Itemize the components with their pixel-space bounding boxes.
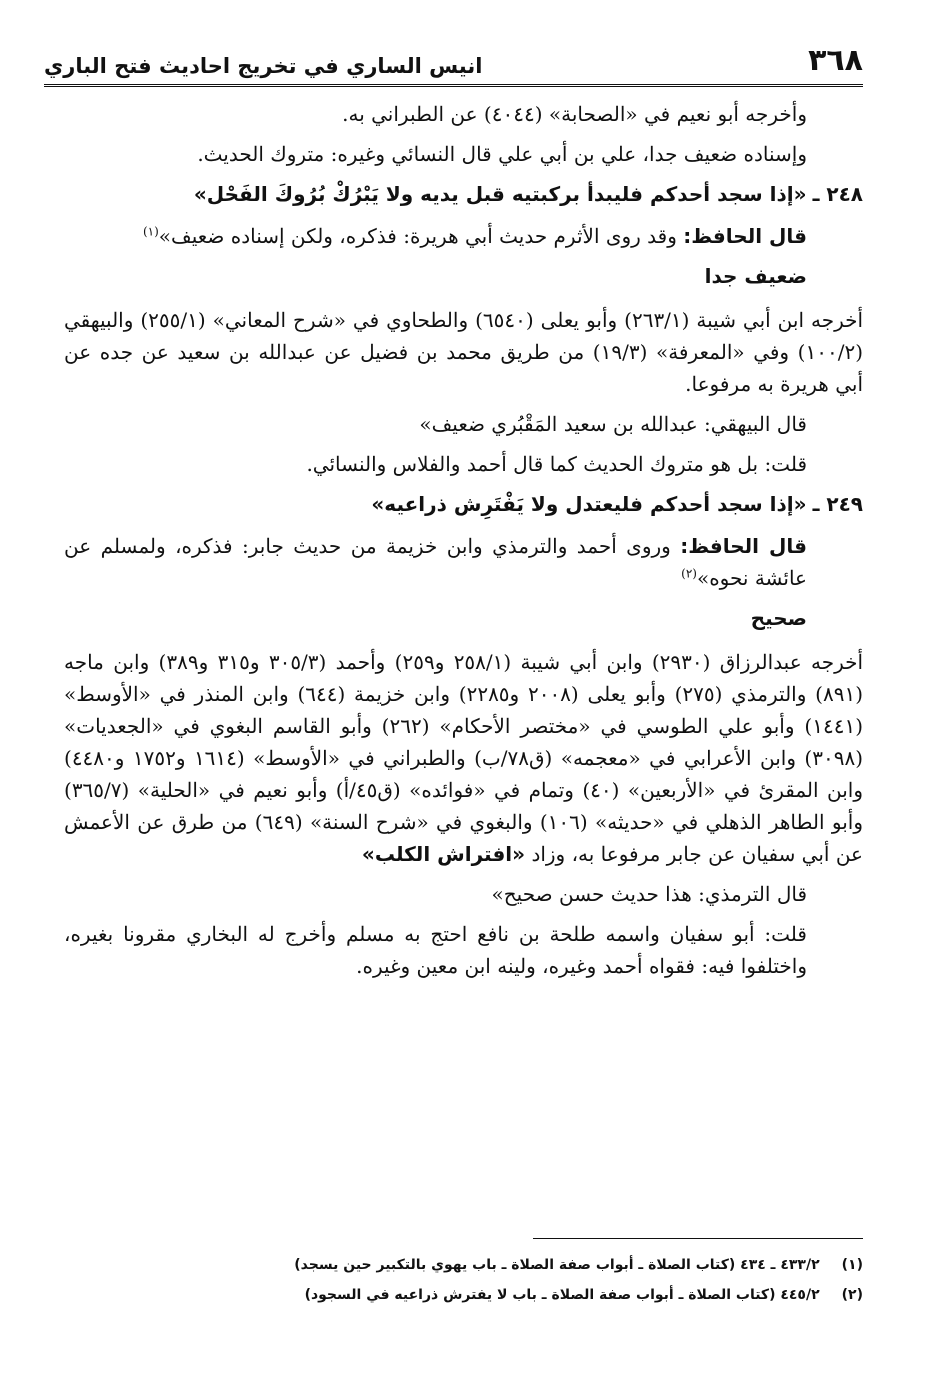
hafiz-label: قال الحافظ:: [680, 534, 808, 558]
hafiz-label: قال الحافظ:: [683, 224, 807, 248]
hadith-number: ٢٤٩ ـ: [812, 492, 863, 516]
footnote-2: [64, 1280, 863, 1310]
page-body: [64, 98, 863, 990]
footnotes: [64, 1250, 863, 1310]
ruling-248: ضعيف جدا: [704, 264, 807, 288]
hadith-text: «إذا سجد أحدكم فليبدأ بركبتيه قبل يديه ولا يَبْرُكْ بُرُوكَ الفَحْل»: [193, 182, 807, 206]
added-wording: «افتراش الكلب»: [361, 842, 526, 866]
hadith-249-heading: [64, 488, 863, 520]
footnote-1: [64, 1250, 863, 1280]
footnote-ref: (٢): [681, 566, 697, 581]
takhrij-text: أخرجه عبدالرزاق (٢٩٣٠) وابن أبي شيبة (٢٥٨/١ و٢٥٩) وأحمد (٣٠٥/٣ و٣١٥ و٣٨٩) وابن ماجه (٨٩١) والترمذي (٢٧٥) وأبو يعلى (٢٠٠٨ و٢٢٨٥) وابن خزيمة (٦٤٤) وابن المنذر في «الأوسط» (١٤٤١) وأبو علي الطوسي في «مختصر الأحكام» (٢٦٢) وأبو القاسم البغوي في «الجعديات» (٣٠٩٨) وابن الأعرابي في «معجمه» (ق٧٨/ب) والطبراني في «الأوسط» (١٦١٤ و١٧٥٢ و٤٤٨٠) وابن المقرئ في «الأربعين» (٤٠) وتمام في «فوائده» (ق٤٥/أ) وأبو نعيم في «الحلية» (٣٦٥/٧) وأبو الطاهر الذهلي في «حديثه» (١٠٦) والبغوي في «شرح السنة» (٦٤٩) من طرق عن الأعمش عن أبي سفيان عن جابر مرفوعا به، وزاد: [64, 650, 864, 866]
footnote-text: ٤٤٥/٢ (كتاب الصلاة ـ أبواب صفة الصلاة ـ باب لا يفترش ذراعيه في السجود): [304, 1287, 820, 1303]
hadith-number: ٢٤٨ ـ: [812, 182, 863, 206]
paragraph-isnad-weak: وإسناده ضعيف جدا، علي بن أبي علي قال النسائي وغيره: متروك الحديث.: [197, 142, 807, 166]
book-title: انيس الساري في تخريج احاديث فتح الباري: [44, 54, 483, 78]
hadith-text: «إذا سجد أحدكم فليعتدل ولا يَفْتَرِش ذراعيه»: [371, 492, 807, 516]
paragraph-takhrij-249: [64, 646, 863, 870]
paragraph-bayhaqi: قال البيهقي: عبدالله بن سعيد المَقْبُري ضعيف»: [419, 412, 807, 436]
paragraph-takhrij-248: أخرجه ابن أبي شيبة (٢٦٣/١) وأبو يعلى (٦٥٤٠) والطحاوي في «شرح المعاني» (٢٥٥/١) والبيهقي (١٠٠/٢) وفي «المعرفة» (١٩/٣) من طريق محمد بن فضيل عن عبدالله بن سعيد عن جده عن أبي هريرة به مرفوعا.: [64, 308, 864, 396]
footnote-number: (١): [841, 1257, 863, 1273]
footnote-number: (٢): [841, 1287, 863, 1303]
hafiz-text: وروى أحمد والترمذي وابن خزيمة من حديث جابر: فذكره، ولمسلم عن عائشة نحوه»: [64, 534, 807, 590]
ruling-249: صحيح: [750, 606, 807, 630]
paragraph-qultu-249: قلت: أبو سفيان واسمه طلحة بن نافع احتج به مسلم وأخرج له البخاري مقرونا بغيره، واختلفوا فيه: فقواه أحمد وغيره، ولينه ابن معين وغيره.: [64, 922, 807, 978]
hafiz-statement-249: [64, 530, 863, 594]
footnote-text: ٤٣٣/٢ ـ ٤٣٤ (كتاب الصلاة ـ أبواب صفة الصلاة ـ باب يهوي بالتكبير حين يسجد): [294, 1257, 820, 1273]
paragraph-abu-nuaym: وأخرجه أبو نعيم في «الصحابة» (٤٠٤٤) عن الطبراني به.: [342, 102, 807, 126]
paragraph-qultu-248: قلت: بل هو متروك الحديث كما قال أحمد والفلاس والنسائي.: [306, 452, 807, 476]
hafiz-statement-248: [64, 220, 863, 252]
footnote-divider: [533, 1238, 863, 1239]
page-number: ٣٦٨: [808, 43, 863, 78]
hafiz-text: وقد روى الأثرم حديث أبي هريرة: فذكره، ولكن إسناده ضعيف»: [158, 224, 677, 248]
page-header: [44, 30, 863, 87]
hadith-248-heading: [64, 178, 863, 210]
paragraph-tirmidhi: قال الترمذي: هذا حديث حسن صحيح»: [491, 882, 807, 906]
footnote-ref: (١): [142, 224, 159, 239]
